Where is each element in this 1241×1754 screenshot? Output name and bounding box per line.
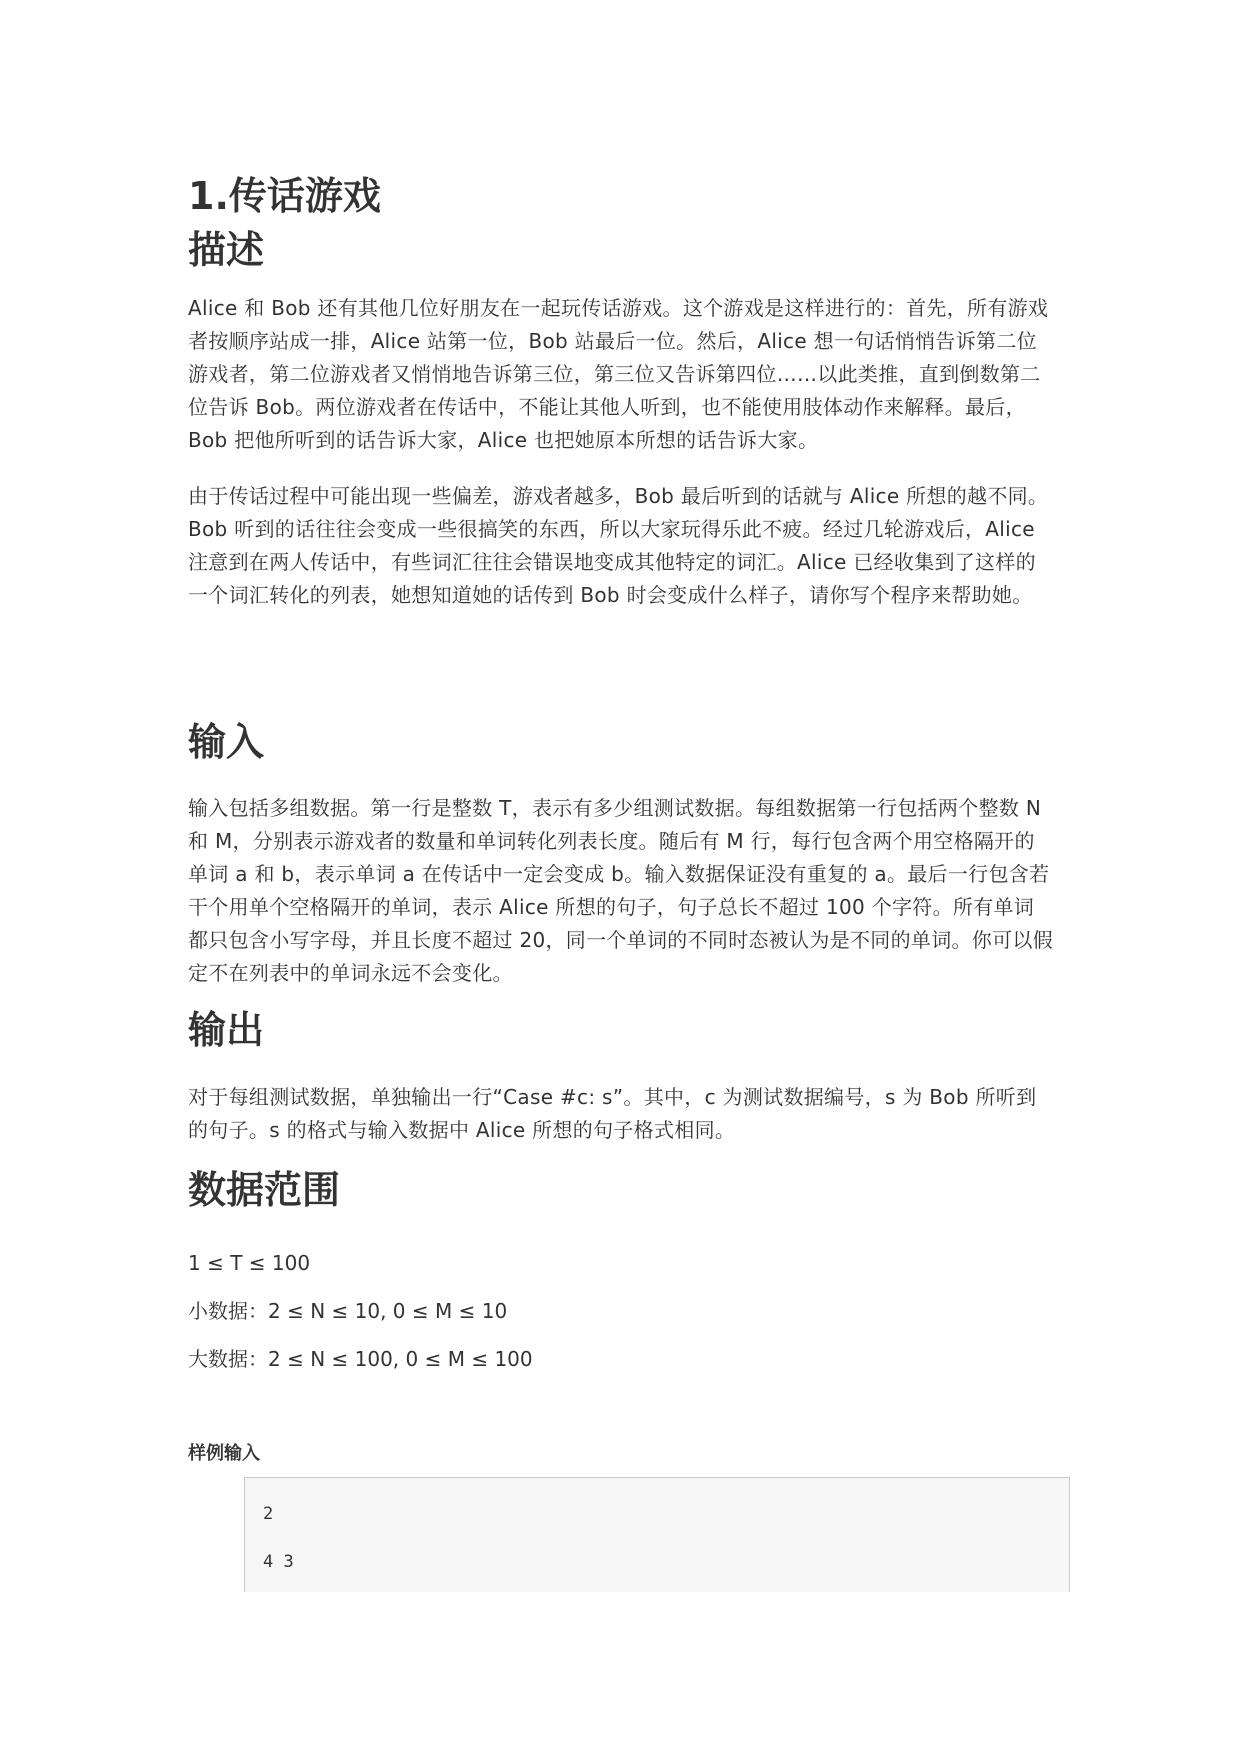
sample-line-2: 4 3 bbox=[263, 1552, 294, 1572]
problem-title: 1.传话游戏 bbox=[188, 174, 381, 218]
range-line-large: 大数据：2 ≤ N ≤ 100, 0 ≤ M ≤ 100 bbox=[188, 1347, 533, 1371]
range-line-small: 小数据：2 ≤ N ≤ 10, 0 ≤ M ≤ 10 bbox=[188, 1299, 508, 1323]
heading-description: 描述 bbox=[188, 228, 265, 272]
heading-input: 输入 bbox=[188, 720, 265, 764]
heading-data-range: 数据范围 bbox=[188, 1168, 341, 1212]
sample-line-1: 2 bbox=[263, 1504, 274, 1524]
heading-output: 输出 bbox=[188, 1008, 265, 1052]
sample-input-label: 样例输入 bbox=[188, 1443, 260, 1464]
description-paragraph-1: Alice 和 Bob 还有其他几位好朋友在一起玩传话游戏。这个游戏是这样进行的：首先，所有游戏者按顺序站成一排，Alice 站第一位，Bob 站最后一位。然后，Alice 想一句话悄悄告诉第二位游戏者，第二位游戏者又悄悄地告诉第三位，第三位又告诉第四位……以此类推，直到倒数第二位告诉 Bob。两位游戏者在传话中，不能让其他人听到，也不能使用肢体动作来解释。最后，Bob 把他所听到的话告诉大家，Alice 也把她原本所想的话告诉大家。 bbox=[188, 296, 1049, 452]
input-paragraph: 输入包括多组数据。第一行是整数 T，表示有多少组测试数据。每组数据第一行包括两个整数 N 和 M，分别表示游戏者的数量和单词转化列表长度。随后有 M 行，每行包含两个用空格隔开的单词 a 和 b，表示单词 a 在传话中一定会变成 b。输入数据保证没有重复的 a。最后一行包含若干个用单个空格隔开的单词，表示 Alice 所想的句子，句子总长不超过 100 个字符。所有单词都只包含小写字母，并且长度不超过 20，同一个单词的不同时态被认为是不同的单词。你可以假定不在列表中的单词永远不会变化。 bbox=[188, 796, 1054, 985]
sample-input-codeblock bbox=[244, 1477, 1070, 1592]
description-paragraph-2: 由于传话过程中可能出现一些偏差，游戏者越多，Bob 最后听到的话就与 Alice 所想的越不同。Bob 听到的话往往会变成一些很搞笑的东西，所以大家玩得乐此不疲。经过几轮游戏后，Alice 注意到在两人传话中，有些词汇往往会错误地变成其他特定的词汇。Alice 已经收集到了这样的一个词汇转化的列表，她想知道她的话传到 Bob 时会变成什么样子，请你写个程序来帮助她。 bbox=[188, 484, 1049, 607]
range-line-t: 1 ≤ T ≤ 100 bbox=[188, 1251, 311, 1275]
output-paragraph: 对于每组测试数据，单独输出一行“Case #c: s”。其中，c 为测试数据编号，s 为 Bob 所听到的句子。s 的格式与输入数据中 Alice 所想的句子格式相同。 bbox=[188, 1085, 1037, 1142]
